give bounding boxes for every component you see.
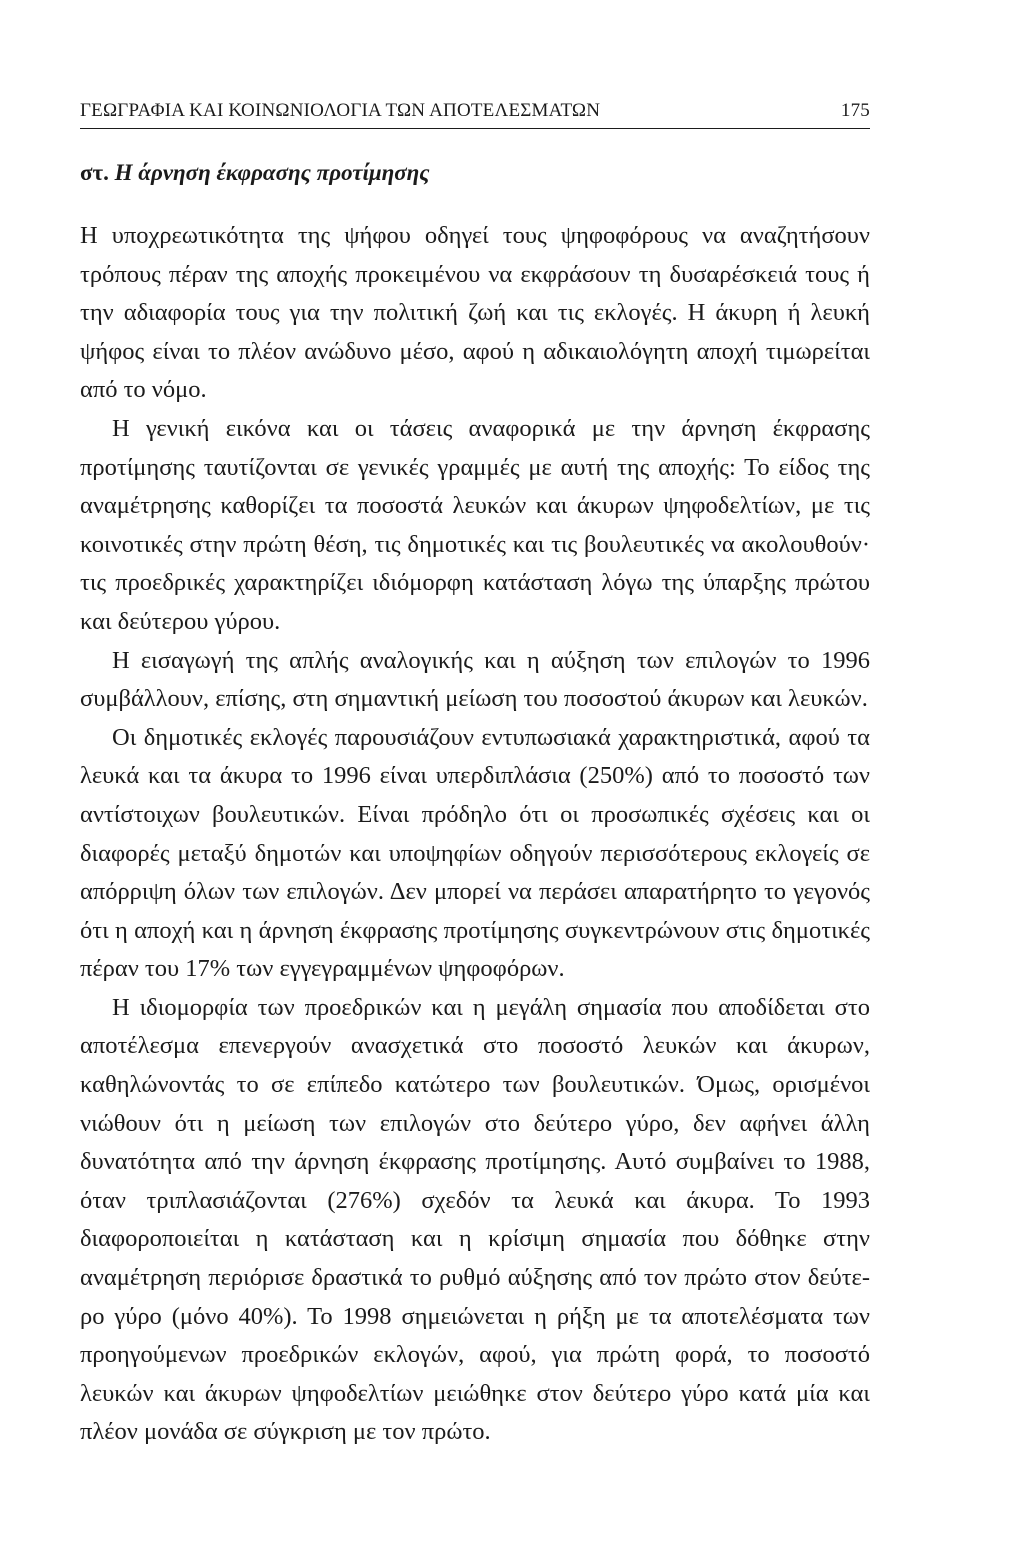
page-number: 175	[840, 100, 870, 121]
paragraph-5: Η ιδιομορφία των προεδρικών και η μεγάλη σημασία που αποδίδεται στο αποτέλεσμα επενεργούν ανασχετικά στο ποσοστό λευκών και άκυρων, καθηλώνοντάς το σε επίπεδο κατώτερο των βουλευτικών. Όμως, ορισμένοι νιώθουν ότι η μείωση των επιλογών στο δεύτερο γύρο, δεν αφήνει άλλη δυνατότητα από την άρνηση έκφρασης προτίμησης. Αυτό συμβαίνει το 1988, όταν τριπλασιάζονται (276%) σχεδόν τα λευκά και άκυρα. Το 1993 διαφοροποιείται η κατάσταση και η κρίσιμη σημασία που δόθηκε στην αναμέτρηση περιόρισε δραστικά το ρυθμό αύξησης από τον πρώτο στον δεύτερο γύρο (μόνο 40%). Το 1998 σημειώνεται η ρήξη με τα αποτελέσματα των προηγούμενων προεδρικών εκλογών, αφού, για πρώτη φορά, το ποσοστό λευκών και άκυρων ψηφοδελτίων μειώθηκε στον δεύτερο γύρο κατά μία και πλέον μονάδα σε σύγκριση με τον πρώτο.	[80, 993, 870, 1446]
running-header	[80, 100, 870, 129]
book-page	[80, 100, 870, 1452]
paragraph-3: Η εισαγωγή της απλής αναλογικής και η αύξηση των επιλογών το 1996 συμβάλλουν, επίσης, στη σημαντική μείωση του ποσοστού άκυρων και λευκών.	[80, 646, 870, 713]
paragraph-2: Η γενική εικόνα και οι τάσεις αναφορικά με την άρνηση έκφρασης προτίμησης ταυτίζονται σε γενικές γραμμές με αυτή της αποχής: Το είδος της αναμέτρησης καθορίζει τα ποσοστά λευκών και άκυρων ψηφοδελτίων, με τις κοινοτικές στην πρώτη θέση, τις δημοτικές και τις βουλευτικές να ακολουθούν· τις προεδρικές χαρακτηρίζει ιδιόμορφη κατάσταση λόγω της ύπαρξης πρώτου και δεύτερου γύρου.	[80, 414, 870, 635]
paragraph-4: Οι δημοτικές εκλογές παρουσιάζουν εντυπωσιακά χαρακτηριστικά, αφού τα λευκά και τα άκυρα το 1996 είναι υπερδιπλάσια (250%) από το ποσοστό των αντίστοιχων βουλευτικών. Είναι πρόδηλο ότι οι προσωπικές σχέσεις και οι διαφορές μεταξύ δημοτών και υποψηφίων οδηγούν περισσότερους εκλογείς σε απόρριψη όλων των επιλογών. Δεν μπορεί να περάσει απαρατήρητο το γεγονός ότι η αποχή και η άρνηση έκφρασης προτίμησης συγκεντρώνουν στις δημοτικές πέραν του 17% των εγγεγραμμένων ψηφοφόρων.	[80, 723, 870, 983]
running-title: ΓΕΩΓΡΑΦΙΑ ΚΑΙ ΚΟΙΝΩΝΙΟΛΟΓΙΑ ΤΩΝ ΑΠΟΤΕΛΕΣΜΑΤΩΝ	[80, 100, 601, 121]
section-title: Η άρνηση έκφρασης προτίμησης	[114, 160, 430, 185]
section-number: στ.	[80, 160, 109, 185]
body-text	[80, 217, 870, 1452]
paragraph-1: Η υποχρεωτικότητα της ψήφου οδηγεί τους ψηφοφόρους να αναζητήσουν τρόπους πέραν της αποχής προκειμένου να εκφράσουν τη δυσαρέσκειά τους ή την αδιαφορία τους για την πολιτική ζωή και τις εκλογές. Η άκυρη ή λευκή ψήφος είναι το πλέον ανώδυνο μέσο, αφού η αδικαιολόγητη αποχή τιμωρείται από το νόμο.	[80, 222, 870, 404]
section-heading	[80, 157, 870, 189]
